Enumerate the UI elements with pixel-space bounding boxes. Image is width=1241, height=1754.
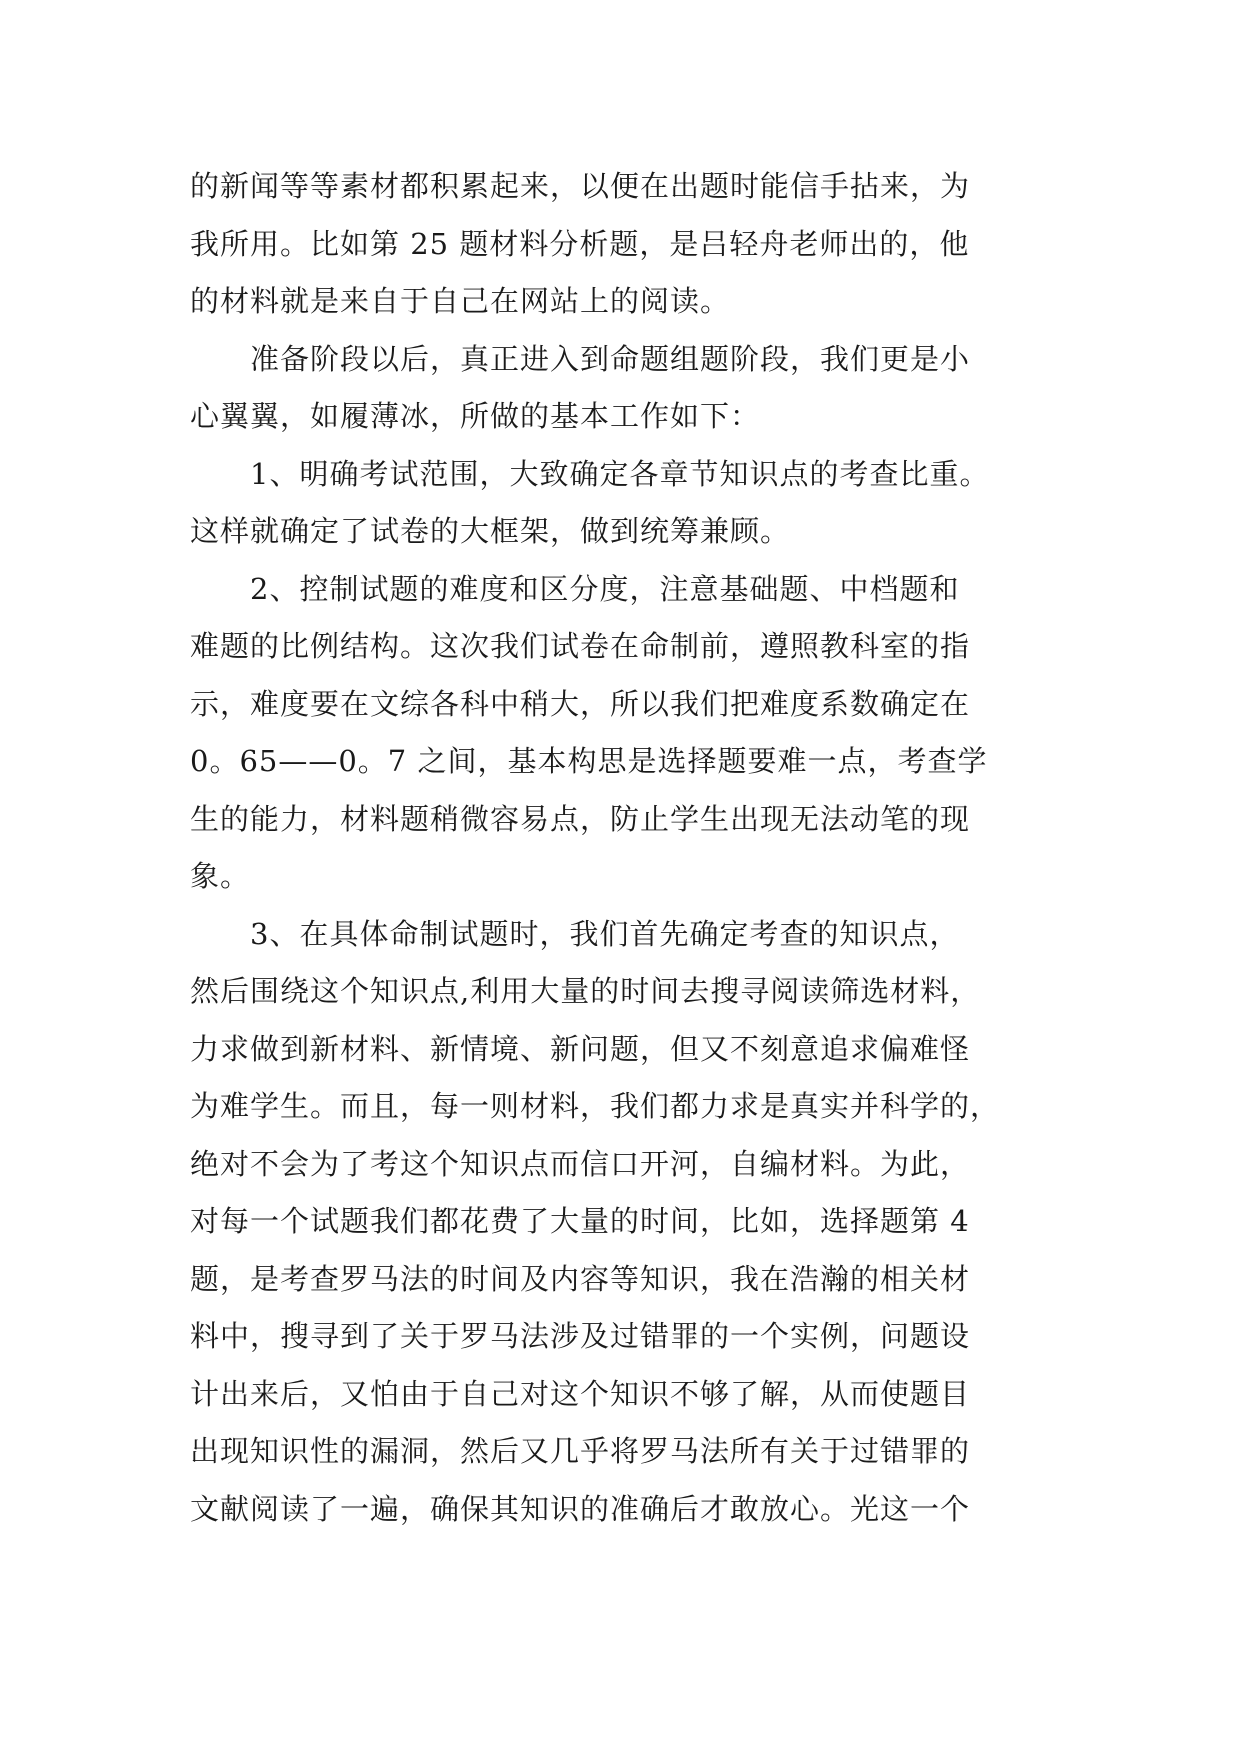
document-body [190, 158, 1054, 1538]
text-line: 料中，搜寻到了关于罗马法涉及过错罪的一个实例，问题设 [190, 1319, 971, 1353]
text-line: 0。65——0。7 之间，基本构思是选择题要难一点，考查学 [190, 744, 988, 778]
text-line: 绝对不会为了考这个知识点而信口开河，自编材料。为此， [190, 1146, 971, 1181]
text-line: 2、控制试题的难度和区分度，注意基础题、中档题和 [190, 571, 960, 606]
text-line: 象。 [190, 859, 251, 893]
text-line: 出现知识性的漏洞，然后又几乎将罗马法所有关于过错罪的 [190, 1434, 971, 1468]
text-line: 对每一个试题我们都花费了大量的时间，比如，选择题第 4 [190, 1204, 970, 1238]
text-line: 准备阶段以后，真正进入到命题组题阶段，我们更是小 [190, 341, 971, 376]
text-line: 的新闻等等素材都积累起来，以便在出题时能信手拈来，为 [190, 169, 971, 203]
text-line: 难题的比例结构。这次我们试卷在命制前，遵照教科室的指 [190, 629, 971, 663]
text-line: 然后围绕这个知识点,利用大量的时间去搜寻阅读筛选材料， [190, 974, 981, 1008]
text-line: 为难学生。而且，每一则材料，我们都力求是真实并科学的， [190, 1089, 1001, 1123]
text-line: 的材料就是来自于自己在网站上的阅读。 [190, 284, 731, 318]
text-line: 题，是考查罗马法的时间及内容等知识，我在浩瀚的相关材 [190, 1261, 971, 1296]
text-line: 3、在具体命制试题时，我们首先确定考查的知识点， [190, 916, 960, 951]
text-line: 生的能力，材料题稍微容易点，防止学生出现无法动笔的现 [190, 801, 971, 836]
text-line: 这样就确定了试卷的大框架，做到统筹兼顾。 [190, 514, 791, 548]
text-line: 文献阅读了一遍，确保其知识的准确后才敢放心。光这一个 [190, 1491, 971, 1526]
text-line: 1、明确考试范围，大致确定各章节知识点的考查比重。 [190, 456, 990, 491]
text-line: 计出来后，又怕由于自己对这个知识不够了解，从而使题目 [190, 1376, 971, 1411]
text-line: 我所用。比如第 25 题材料分析题，是吕轻舟老师出的，他 [190, 226, 970, 261]
text-line: 示，难度要在文综各科中稍大，所以我们把难度系数确定在 [190, 686, 971, 721]
text-line: 力求做到新材料、新情境、新问题，但又不刻意追求偏难怪 [190, 1031, 971, 1066]
text-line: 心翼翼，如履薄冰，所做的基本工作如下： [190, 399, 761, 433]
